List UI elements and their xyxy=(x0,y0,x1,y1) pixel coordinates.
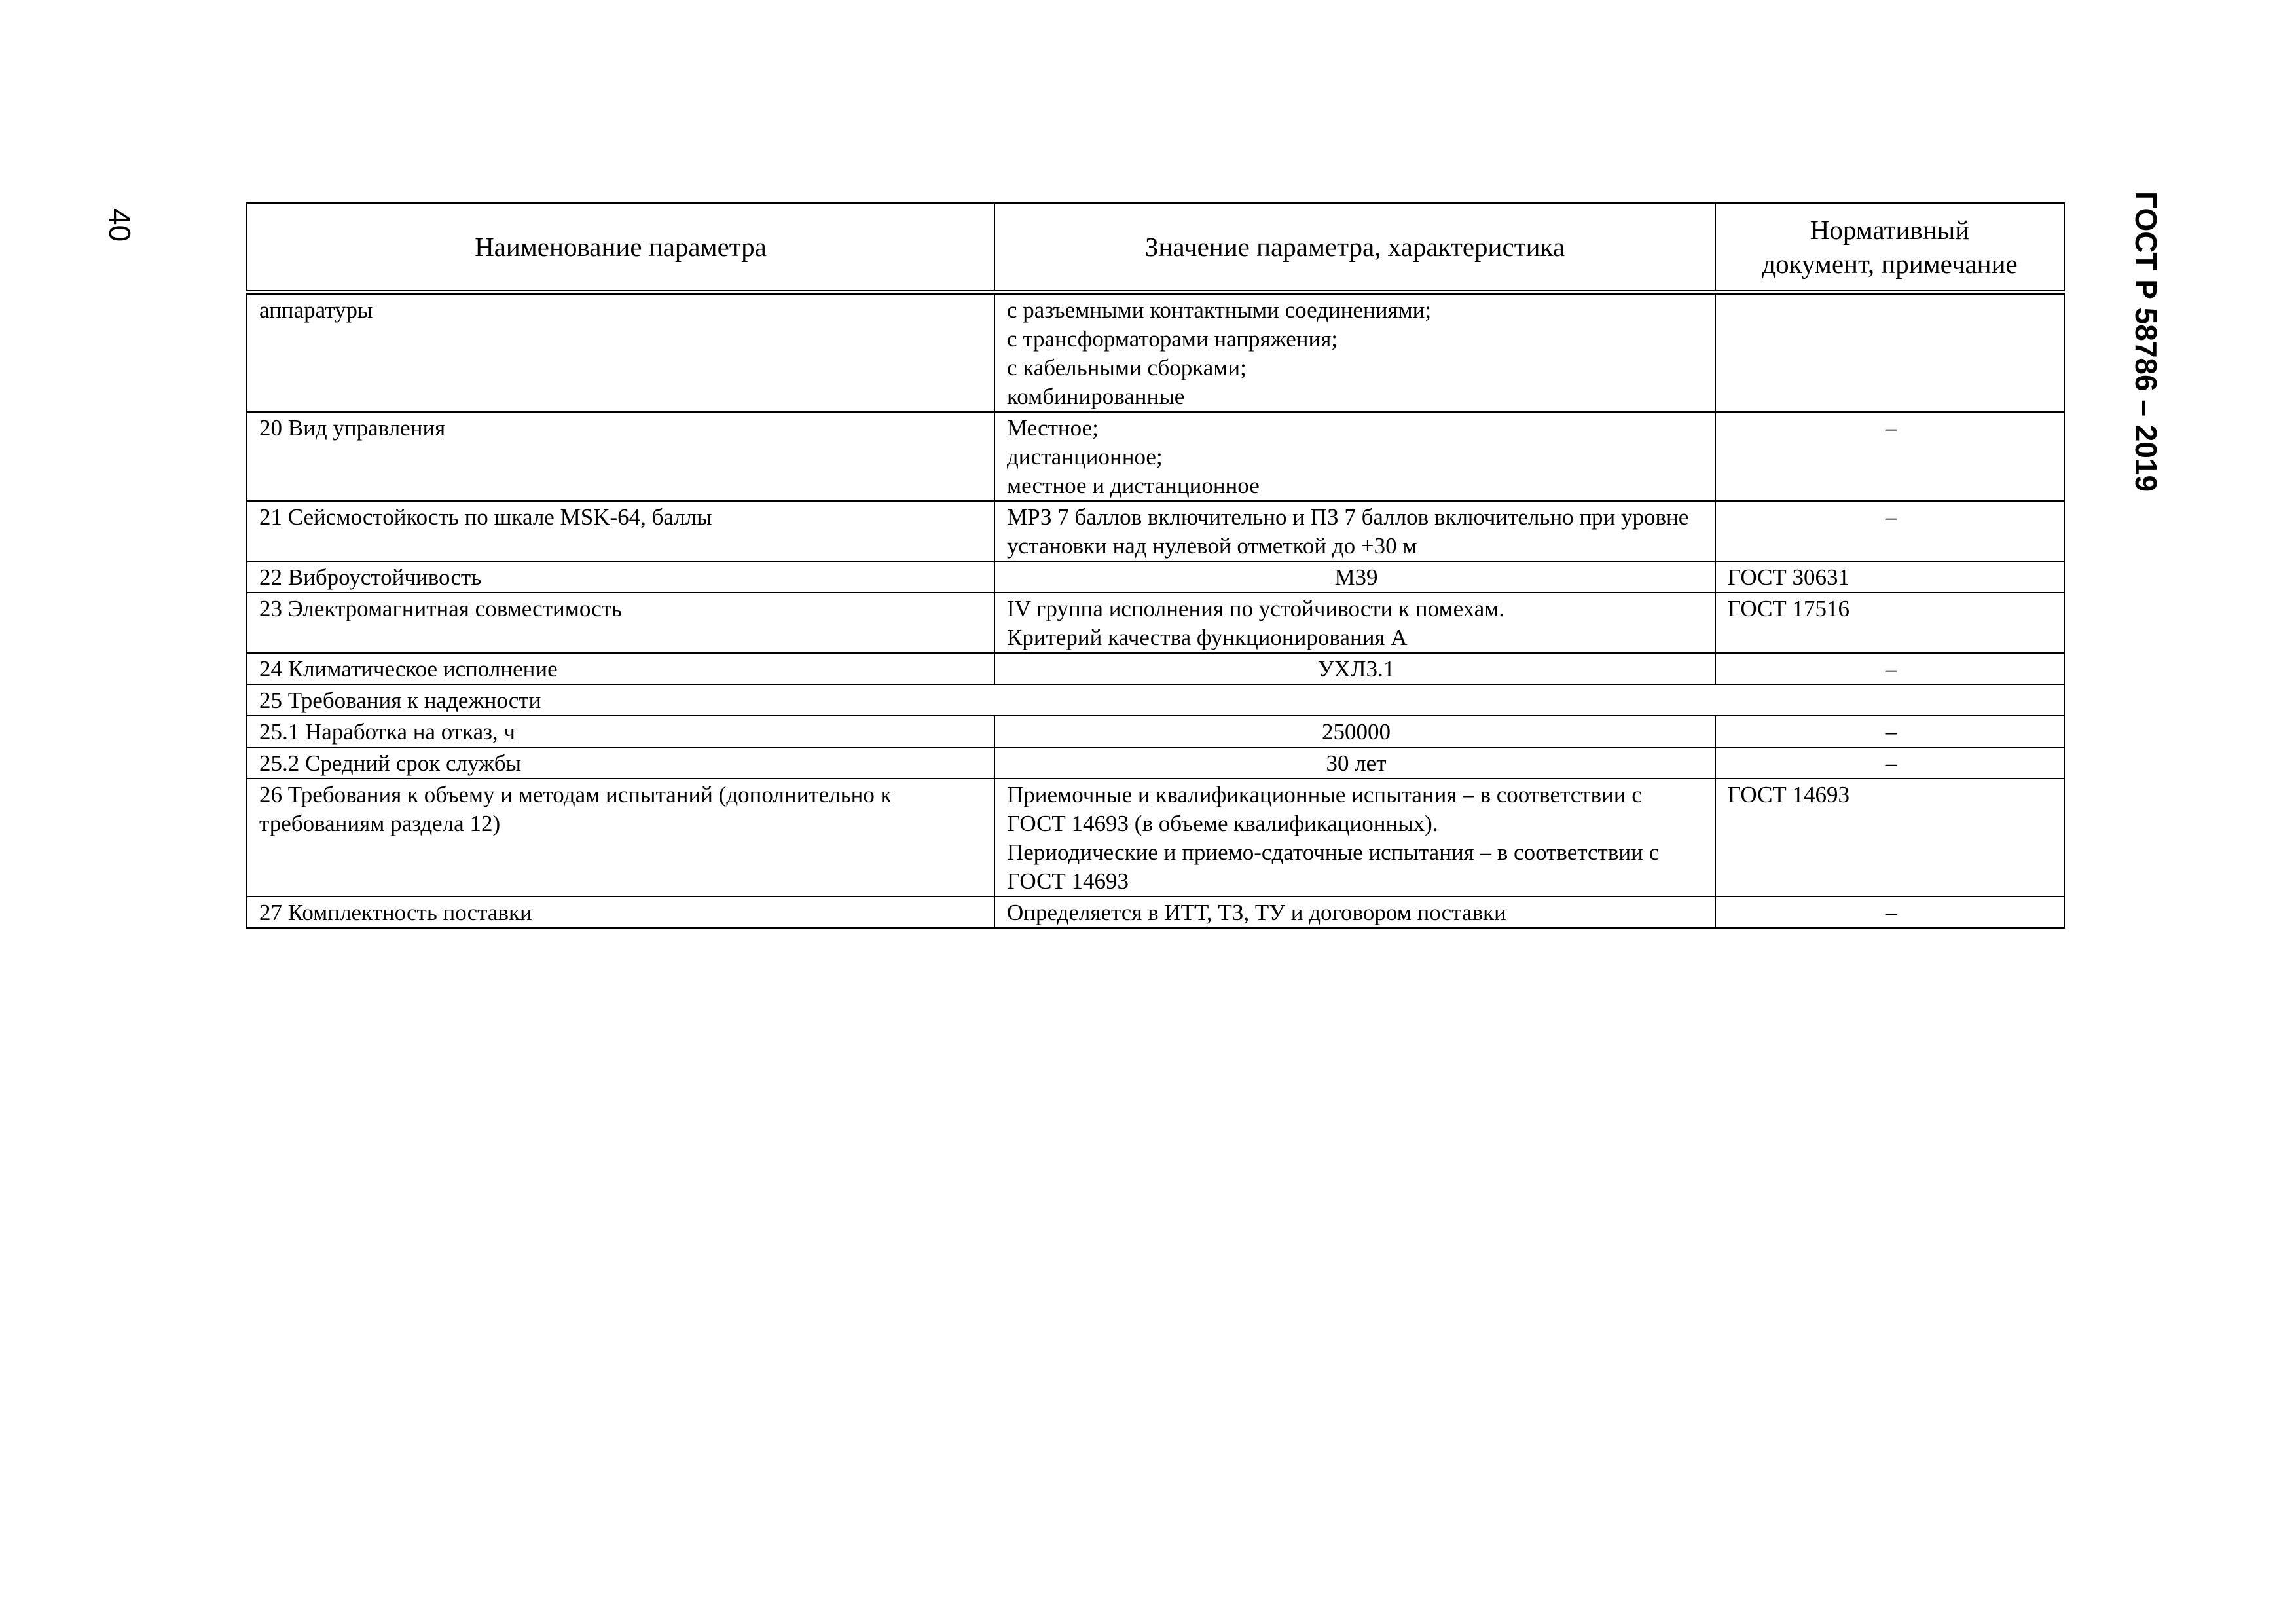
cell-parameter-name: 23 Электромагнитная совместимость xyxy=(247,593,994,653)
cell-parameter-name: 26 Требования к объему и методам испытаний (дополнительно к требованиям раздела 12) xyxy=(247,779,994,896)
table-row xyxy=(247,593,2064,653)
table-row xyxy=(247,561,2064,593)
page-number: 40 xyxy=(103,208,137,242)
cell-parameter-name: аппаратуры xyxy=(247,293,994,413)
column-header-normative-document: Нормативный документ, примечание xyxy=(1715,203,2064,293)
table-row xyxy=(247,747,2064,779)
table-header-row xyxy=(247,203,2064,293)
table-section-row xyxy=(247,684,2064,716)
document-code: ГОСТ Р 58786 – 2019 xyxy=(2129,191,2163,492)
cell-normative-document: – xyxy=(1715,653,2064,684)
cell-normative-document: – xyxy=(1715,412,2064,501)
cell-normative-document: – xyxy=(1715,896,2064,928)
cell-parameter-value: Местное; дистанционное; местное и дистанционное xyxy=(994,412,1715,501)
cell-parameter-name: 21 Сейсмостойкость по шкале MSK-64, баллы xyxy=(247,501,994,561)
table-row xyxy=(247,412,2064,501)
cell-normative-document xyxy=(1715,293,2064,413)
cell-parameter-value: УХЛ3.1 xyxy=(994,653,1715,684)
table-row xyxy=(247,716,2064,747)
cell-normative-document: ГОСТ 30631 xyxy=(1715,561,2064,593)
cell-parameter-name: 20 Вид управления xyxy=(247,412,994,501)
cell-parameter-name: 25.1 Наработка на отказ, ч xyxy=(247,716,994,747)
parameters-table xyxy=(246,202,2065,929)
table-row xyxy=(247,896,2064,928)
cell-parameter-name: 27 Комплектность поставки xyxy=(247,896,994,928)
cell-parameter-value: с разъемными контактными соединениями; с трансформаторами напряжения; с кабельными сборками; комбинированные xyxy=(994,293,1715,413)
column-header-parameter-name: Наименование параметра xyxy=(247,203,994,293)
cell-normative-document: – xyxy=(1715,716,2064,747)
cell-parameter-value: IV группа исполнения по устойчивости к помехам. Критерий качества функционирования А xyxy=(994,593,1715,653)
cell-parameter-value: 250000 xyxy=(994,716,1715,747)
cell-normative-document: – xyxy=(1715,747,2064,779)
column-header-parameter-value: Значение параметра, характеристика xyxy=(994,203,1715,293)
cell-normative-document: ГОСТ 17516 xyxy=(1715,593,2064,653)
cell-normative-document: ГОСТ 14693 xyxy=(1715,779,2064,896)
table-row xyxy=(247,779,2064,896)
cell-parameter-value: МРЗ 7 баллов включительно и ПЗ 7 баллов включительно при уровне установки над нулевой отметкой до +30 м xyxy=(994,501,1715,561)
cell-parameter-value: Приемочные и квалификационные испытания – в соответствии с ГОСТ 14693 (в объеме квалификационных). Периодические и приемо-сдаточные испытания – в соответствии с ГОСТ 14693 xyxy=(994,779,1715,896)
table-row xyxy=(247,501,2064,561)
cell-section-heading: 25 Требования к надежности xyxy=(247,684,2064,716)
table-row xyxy=(247,653,2064,684)
cell-parameter-value: Определяется в ИТТ, ТЗ, ТУ и договором поставки xyxy=(994,896,1715,928)
cell-parameter-name: 22 Виброустойчивость xyxy=(247,561,994,593)
cell-normative-document: – xyxy=(1715,501,2064,561)
cell-parameter-name: 24 Климатическое исполнение xyxy=(247,653,994,684)
cell-parameter-name: 25.2 Средний срок службы xyxy=(247,747,994,779)
cell-parameter-value: М39 xyxy=(994,561,1715,593)
table-row xyxy=(247,293,2064,413)
cell-parameter-value: 30 лет xyxy=(994,747,1715,779)
